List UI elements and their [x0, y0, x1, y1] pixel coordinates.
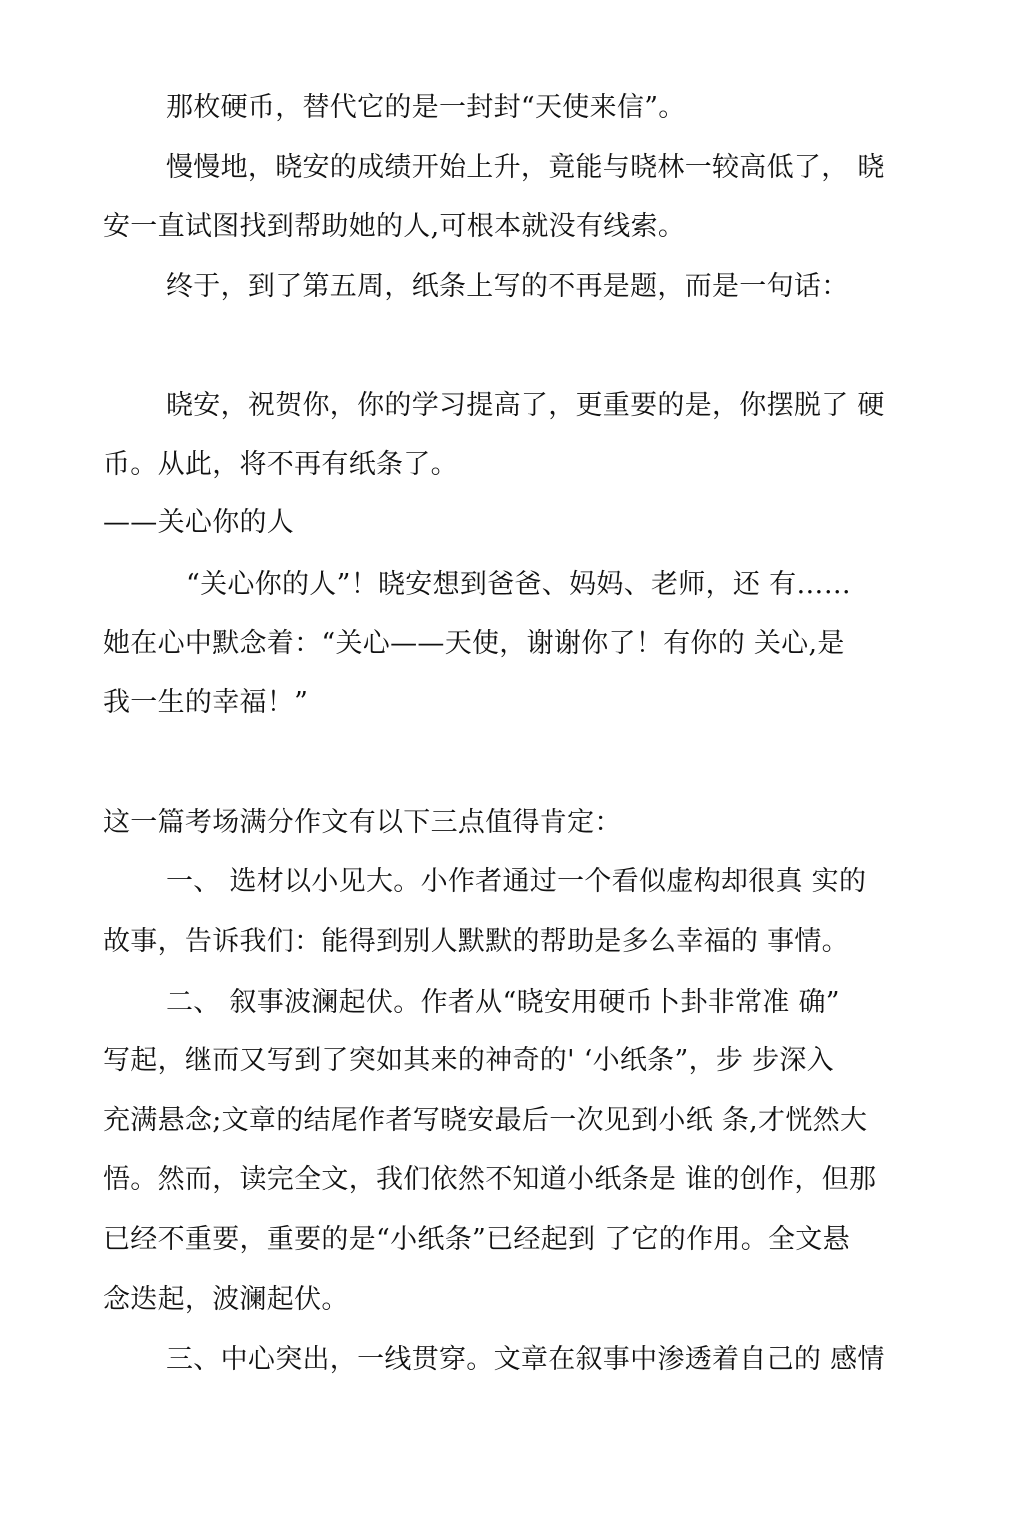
- commentary-point-line: 念迭起，波澜起伏。: [103, 1284, 349, 1315]
- commentary-heading: 这一篇考场满分作文有以下三点值得肯定：: [103, 807, 622, 838]
- story-paragraph-line: 终于，到了第五周，纸条上写的不再是题，而是一句话：: [166, 271, 849, 302]
- commentary-point-line: 充满悬念;文章的结尾作者写晓安最后一次见到小纸 条,才恍然大: [103, 1105, 868, 1136]
- commentary-point-line: 一、 选材以小见大。小作者通过一个看似虚构却很真 实的: [166, 866, 867, 897]
- commentary-point-line: 已经不重要，重要的是“小纸条”已经起到 了它的作用。全文悬: [103, 1224, 850, 1255]
- story-paragraph-line: 我一生的幸福！”: [103, 687, 309, 718]
- commentary-point-line: 三、中心突出，一线贯穿。文章在叙事中渗透着自己的 感情: [166, 1344, 885, 1375]
- note-signature: ——关心你的人: [103, 507, 295, 538]
- commentary-point-line: 悟。然而，读完全文，我们依然不知道小纸条是 谁的创作，但那: [103, 1164, 877, 1195]
- story-paragraph-line: 慢慢地，晓安的成绩开始上升，竟能与晓林一较高低了， 晓: [166, 152, 885, 183]
- commentary-point-line: 写起，继而又写到了突如其来的神奇的' ‘小纸条”，步 步深入: [103, 1045, 834, 1076]
- story-paragraph-line: 她在心中默念着：“关心——天使，谢谢你了！有你的 关心,是: [103, 628, 845, 659]
- note-text-line: 币。从此，将不再有纸条了。: [103, 449, 458, 480]
- commentary-point-line: 二、 叙事波澜起伏。作者从“晓安用硬币卜卦非常准 确”: [166, 987, 840, 1018]
- story-paragraph-line: 安一直试图找到帮助她的人,可根本就没有线索。: [103, 211, 686, 242]
- story-paragraph-line: 那枚硬币，替代它的是一封封“天使来信”。: [166, 92, 686, 123]
- story-paragraph-line: “关心你的人”！晓安想到爸爸、妈妈、老师，还 有……: [186, 569, 851, 600]
- note-text-line: 晓安，祝贺你，你的学习提高了，更重要的是，你摆脱了 硬: [166, 390, 885, 421]
- commentary-point-line: 故事，告诉我们：能得到别人默默的帮助是多么幸福的 事情。: [103, 926, 849, 957]
